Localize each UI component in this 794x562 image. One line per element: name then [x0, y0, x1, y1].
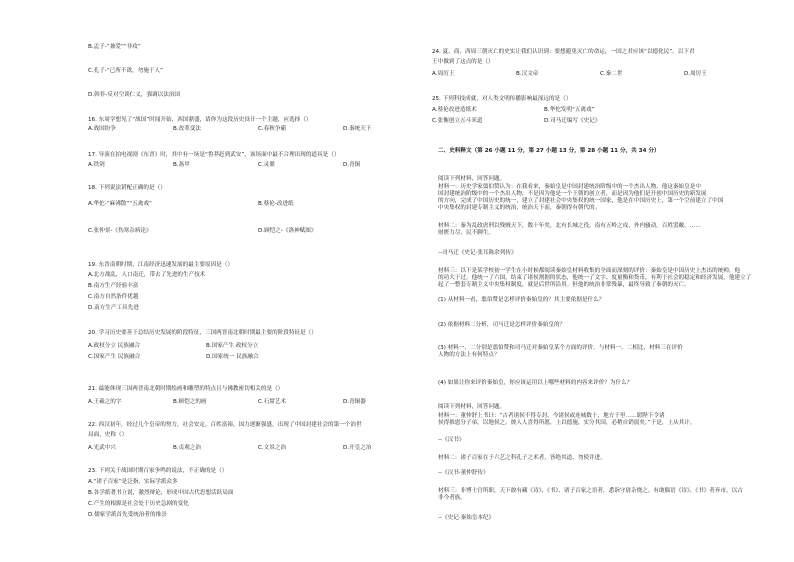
q21-option-b: B.顾恺之的画	[173, 399, 207, 405]
q22-option-d: D.开皇之治	[343, 445, 372, 451]
q24-option-d: D.周厉王	[684, 71, 707, 77]
q16-option-d: D.秦统天下	[343, 126, 372, 132]
q26-sub3-line: 人物的方法上有何特点？	[438, 352, 500, 358]
q24-option-c: C.秦二世	[600, 71, 623, 77]
q27-intro: 阅读下列材料，回答问题。	[438, 404, 506, 410]
q18-option-a: A.华佗-“麻沸散”“五禽戏”	[88, 201, 152, 207]
q26-m3-line: 材料三：以下是某学校初一学生在小时候都阅读秦始皇材料收集的全面而深刻的评价：秦始皇是中国历史上杰出的统帅，他	[438, 268, 741, 274]
q20-option-a: A.政权分立 民族融合	[88, 343, 141, 349]
q23-option-a: A.“诸子百家”是泛指，实际学派众多	[88, 479, 178, 485]
q26-sub-question-1: (1) 从材料一看，翦伯赞是怎样评价秦始皇的？其主要依据是什么？	[438, 297, 605, 303]
q27-source-3: --《史记·秦始皇本纪》	[438, 515, 495, 521]
q26-sub-question-3	[438, 345, 683, 359]
q26-material-2	[438, 223, 701, 237]
q26-m1-line: 的方向，完成了中国历史的统一，建立了封建社会中央集权的统一国家，他是在中国历史上，第一个空前建立了中国	[438, 198, 724, 204]
q27-m3-line: 非今者族。	[438, 495, 466, 501]
q24-options	[432, 71, 772, 78]
q26-sub-question-2: (2) 依据材料二分析，司马迁是怎样评价秦始皇的？	[438, 322, 566, 328]
q17-option-c: C.灵鼎	[258, 162, 275, 168]
left-column	[88, 0, 433, 562]
q19-option-c: C.南方自然条件优越	[88, 294, 139, 300]
q18-stem: 18. 下列说法错配正确的是（）	[88, 185, 166, 191]
q20-option-d: D.国家统一 民族融合	[206, 354, 259, 360]
q26-m1-line: 中央集权的封建专制主义的统治，统治天下而，秦朝得有朝代的。	[438, 205, 601, 211]
q16-option-a: A.战国纷争	[88, 126, 116, 132]
q26-intro: 阅读下列材料，回答问题。	[438, 176, 506, 182]
q20-stem: 20. 学习历史要善于总结历史发展的阶段特征，三国两晋南北朝时期最主要的阶段特征是（）	[88, 330, 317, 336]
q25-option-b: B.华佗发明“五禽戏”	[544, 107, 595, 113]
q16-option-c: C.春秋争霸	[258, 126, 287, 132]
q24-option-b: B.汉文帝	[516, 71, 539, 77]
q22-option-a: A.光武中兴	[88, 445, 116, 451]
q20-option-b: B.国家产生 政权分立	[206, 343, 259, 349]
q26-material-1	[438, 184, 723, 212]
q15-option-b: B.孟子-“兼爱”“非攻”	[88, 44, 141, 50]
right-column	[432, 0, 777, 562]
q24-stem-line2: 王中做到了这点的是（）	[432, 59, 494, 65]
q19-option-b: B.南方生产经验丰富	[88, 283, 139, 289]
q25-option-a: A.蔡伦改进造纸术	[432, 107, 477, 113]
q18-option-c: C.张仲景-《伤寒杂病论》	[88, 228, 152, 234]
q20-option-c: C.国家产生 民族融合	[88, 354, 141, 360]
q19-stem: 19. 东晋南朝时期，江南经济迅速发展的最主要原因是（）	[88, 262, 233, 268]
q16-option-b: B.改革变法	[173, 126, 201, 132]
q26-sub-question-4: (4) 如果让你来评价秦始皇，你应该运用以上哪些材料的内容来评价？为什么？	[438, 380, 633, 386]
q21-option-d: D.青铜器	[343, 399, 366, 405]
q27-source-1: --《汉书》	[438, 437, 465, 443]
q22-options	[88, 445, 428, 452]
q26-source-1: --司马迁《史记·张耳陈余列传》	[438, 250, 517, 256]
q22-option-c: C.文景之治	[258, 445, 287, 451]
q22-stem-line2: 局面，史称（）	[88, 432, 128, 438]
q27-material-2: 材料二：诸子百家在于六艺之科孔子之术者，皆绝其道，勿使并进。	[438, 455, 606, 461]
q25-option-c: C.张衡创立五斗米道	[432, 118, 483, 124]
q26-m3-line: 起了一整套专制主义中央集权制度，就是后世所沿用。但他的统治非常残暴，最终导致了秦朝的灭亡。	[438, 282, 690, 288]
q17-options	[88, 162, 428, 169]
q21-stem: 21. 最能体现三国两晋南北朝时期绘画和雕塑的特点且与佛教密切相关的是（）	[88, 386, 284, 392]
q23-option-d: D.儒家学派首先受统治者的推崇	[88, 512, 167, 518]
q21-option-c: C.石窟艺术	[258, 399, 287, 405]
q24-stem-line1: 24. 夏、商、西周三朝灭亡的史实让我们认识到：要想避免灭亡的命运，一国之君应该“以德化民”。以下君	[432, 49, 695, 55]
section-2-heading: 二、史料释文（第 26 小题 11 分，第 27 小题 13 分，第 28 小题 11 分，共 34 分）	[438, 148, 660, 154]
q26-m2-line: 财匮力尽，民不聊生。	[438, 230, 494, 236]
q22-stem-line1: 22. 西汉初年，经过几个皇帝的努力，社会安定，百姓富裕，国力逐渐强盛，出现了中国封建社会的第一个治世	[88, 422, 362, 428]
q18-option-b: B.蔡伦-改进纸	[258, 201, 294, 207]
q15-option-d: D.韩非-反对空谈仁义，强调以法治国	[88, 92, 181, 98]
q26-m1-line: 国封建统治阶级中的一个杰出人物，不是因为他是一个王朝的创立者，而是因为他们是开创中国历史的新发展	[438, 191, 707, 197]
q26-sub3-line: (3) 材料一、二分别是翦伯赞和司马迁对秦始皇某个方面的评价。与材料一、二相比，材料三在评价	[438, 345, 683, 351]
q25-option-d: D.司马迁编写《史记》	[544, 118, 601, 124]
q27-m3-line: 材料三：非博士官所职，天下敢有藏《诗》、《书》、诸子百家之语者，悉诣守尉杂烧之。有敢偶语《诗》、《书》者弃市，以古	[438, 488, 743, 494]
q21-option-a: A.王羲之的字	[88, 399, 122, 405]
q18-option-d: D.顾恺之-《洛神赋图》	[258, 228, 317, 234]
q25-stem: 25. 下列科技成就，对人类文明传播影响最深远的是（）	[432, 96, 572, 102]
q26-m1-line: 材料一：历史学家翦伯赞认为：在我看来，秦始皇是中国封建统治阶级中的一个杰出人物。他这秦始皇是中	[438, 184, 701, 190]
q26-m2-line: 材料二：秦为乱政虐刑以残贼天下，数十年矣，北有长城之役，南有五岭之戍，外内骚动，百姓罢敝，……	[438, 223, 701, 229]
q23-stem: 23. 下列关于战国时期百家争鸣的说法，不正确的是（）	[88, 468, 228, 474]
q24-option-a: A.周厉王	[432, 71, 455, 77]
q19-option-a: A.北方战乱，人口南迁，带去了先进的生产技术	[88, 272, 206, 278]
q27-source-2: --《汉书·董仲舒传》	[438, 470, 489, 476]
q27-m1-line: 材料一：董仲舒上书曰：“古者诸侯不得专封，今诸侯或连城数十，地方千里……愿陛下令诸	[438, 413, 665, 419]
q26-material-3	[438, 268, 751, 289]
q17-stem: 17. 导演在拍电视剧《东晋》时，其中有一场是“鲁莽赶到武安”，该场面中最不合理出现的道具是（）	[88, 152, 340, 158]
q16-options	[88, 126, 428, 133]
q17-option-b: B.盔甲	[173, 162, 190, 168]
q17-option-a: A.铁剑	[88, 162, 105, 168]
q23-option-c: C.产生的根源是社会处于历史急剧的变化	[88, 501, 189, 507]
q27-m1-line: 侯得推恩分子弟，以地侯之。彼人人喜得所愿，上以德施，实分其国，必稍自销弱矣。”于是，上从其计。	[438, 420, 696, 426]
q16-stem: 16. 东周学想见了“战国”时闻开始，西国鼎盛，请你为这段历史设计一个主题，应选择（）	[88, 117, 312, 123]
q27-material-1	[438, 413, 695, 427]
q26-m3-line: 的功大于过。他统一了六国，结束了诸侯割据的状态，他统一了文字、度量衡和货币，有利于社会的稳定和经济发展，他建立了	[438, 275, 752, 281]
q15-option-c: C.孔子-“已所不欲，勿施于人”	[88, 68, 164, 74]
q19-option-d: D.南方生产工具先进	[88, 305, 139, 311]
q27-material-3	[438, 488, 743, 502]
q17-option-d: D.青铜	[343, 162, 361, 168]
q21-options	[88, 399, 428, 406]
q23-option-b: B.各学派著书立说，激烈辩论，形成中国古代思想活跃局面	[88, 490, 234, 496]
q22-option-b: B.贞观之治	[173, 445, 201, 451]
